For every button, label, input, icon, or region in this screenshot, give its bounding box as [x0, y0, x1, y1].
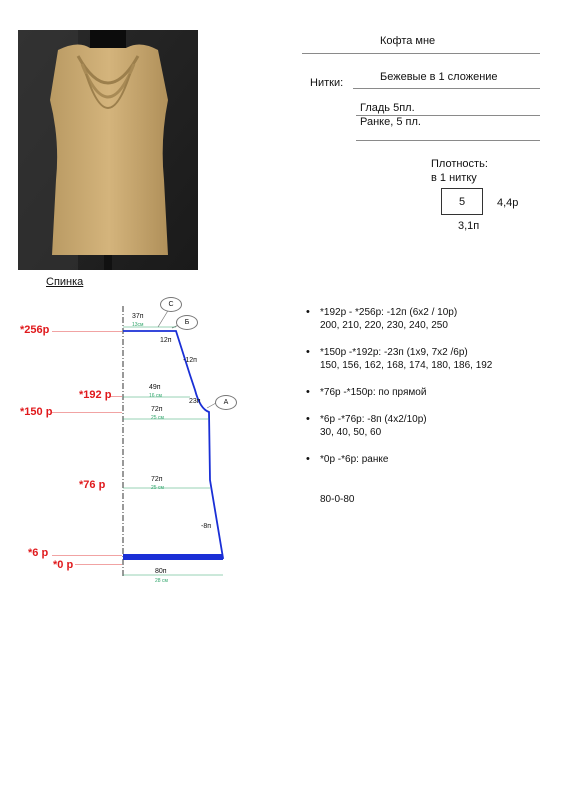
- guide-line-192: [110, 396, 122, 397]
- dim-mid-width: 49п: [149, 384, 161, 391]
- instruction-item: • *6р -*76р: -8п (4х2/10р) 30, 40, 50, 60: [300, 413, 550, 439]
- row-label-6: *6 р: [28, 547, 49, 559]
- marker-c: С: [160, 297, 182, 312]
- marker-b: Б: [176, 315, 198, 330]
- row-label-192: *192 р: [79, 389, 112, 401]
- dim-top-width: 37п: [132, 313, 144, 320]
- guide-line-256: [52, 331, 122, 332]
- gauge-rows: 4,4р: [497, 197, 519, 209]
- document-title: Кофта мне: [380, 35, 436, 47]
- gauge-subtitle: в 1 нитку: [431, 172, 477, 184]
- stitch-stockinette: Гладь 5пл.: [360, 102, 415, 114]
- dim-upper-width: 72п: [151, 406, 163, 413]
- instruction-item: • *76р -*150р: по прямой: [300, 386, 550, 399]
- dim-side-dec: -8п: [201, 523, 212, 530]
- footer-note: 80-0-80: [320, 494, 355, 505]
- marker-a: А: [215, 395, 237, 410]
- instruction-item: • *150р -*192р: -23п (1х9, 7х2 /6р) 150, 156, 162, 168, 174, 180, 186, 192: [300, 346, 550, 372]
- row-label-256: *256р: [20, 324, 50, 336]
- gauge-title: Плотность:: [431, 158, 488, 170]
- row-label-0: *0 р: [53, 559, 74, 571]
- dim-bottom-width: 80п: [155, 568, 167, 575]
- dim-armhole-dec: 23п: [189, 398, 201, 405]
- dim-lower-width-cm: 25 см: [151, 485, 164, 491]
- guide-line-150: [52, 412, 122, 413]
- row-label-76: *76 р: [79, 479, 106, 491]
- gauge-swatch-value: 5: [458, 195, 466, 208]
- ribbing-band: [123, 554, 223, 560]
- dim-upper-width-cm: 25 см: [151, 415, 164, 421]
- yarn-value: Бежевые в 1 сложение: [380, 71, 498, 83]
- stitch-ribbing: Ранке, 5 пл.: [360, 116, 421, 128]
- instruction-list: [300, 306, 550, 480]
- instruction-item: • *0р -*6р: ранке: [300, 453, 550, 466]
- dim-slope-dec: -12п: [183, 357, 197, 364]
- guide-line-0: [75, 564, 122, 565]
- row-label-150: *150 р: [20, 406, 53, 418]
- yarn-label: Нитки:: [310, 77, 344, 89]
- guide-line-6: [52, 555, 122, 556]
- dim-bottom-width-cm: 28 см: [155, 578, 168, 584]
- dim-mid-width-cm: 16 см: [149, 393, 162, 399]
- dim-top-width-cm: 13см: [132, 322, 144, 328]
- instruction-item: • *192р - *256р: -12п (6х2 / 10р) 200, 210, 220, 230, 240, 250: [300, 306, 550, 332]
- dim-lower-width: 72п: [151, 476, 163, 483]
- dim-neck-dec: 12п: [160, 337, 172, 344]
- gauge-stitches: 3,1п: [458, 220, 480, 232]
- section-title: Спинка: [46, 276, 84, 288]
